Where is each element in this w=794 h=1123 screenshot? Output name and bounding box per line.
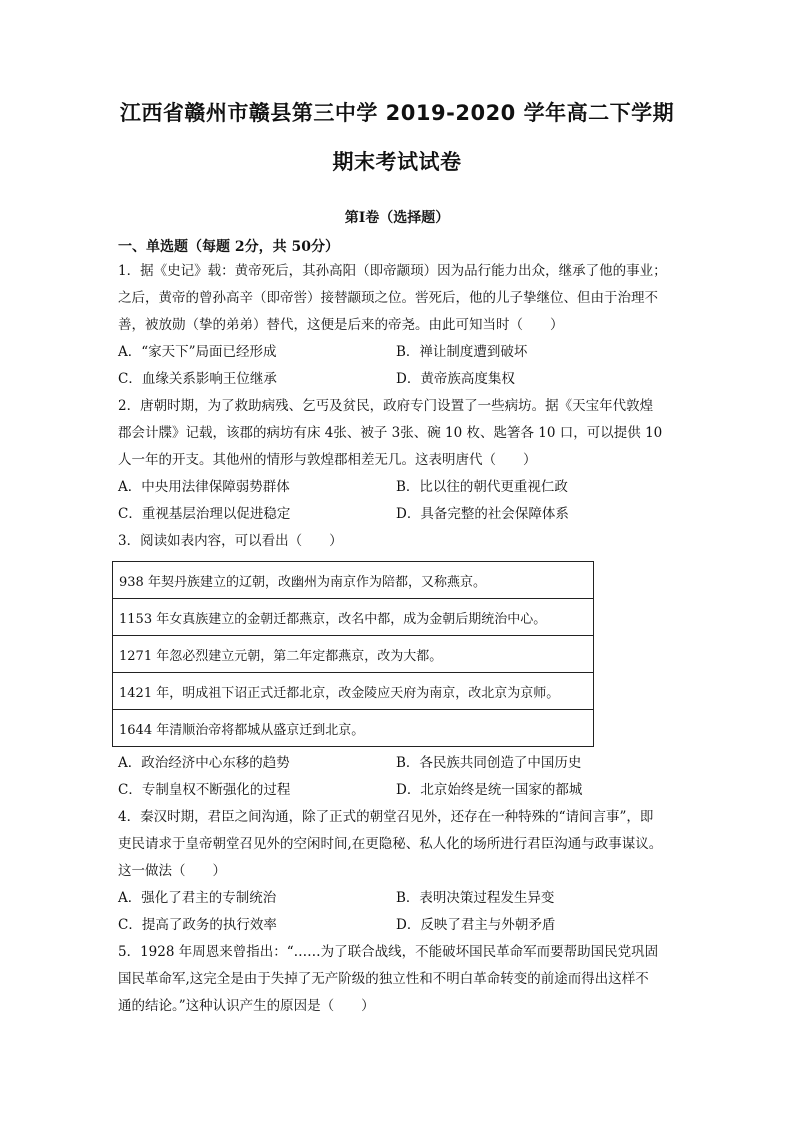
question-text-line: 吏民请求于皇帝朝堂召见外的空闲时间,在更隐秘、私人化的场所进行君臣沟通与政事谋议。 <box>118 836 663 852</box>
question-text-line: 3．阅读如表内容，可以看出（ ） <box>118 533 343 549</box>
table-row <box>113 710 594 747</box>
options-row <box>118 754 678 772</box>
options-row <box>118 370 678 388</box>
option-d: D．反映了君主与外朝矛盾 <box>396 917 556 933</box>
table-row <box>113 599 594 636</box>
table-cell: 1644 年清顺治帝将都城从盛京迁到北京。 <box>113 710 594 747</box>
question-text-line: 善，被放勋（挚的弟弟）替代，这便是后来的帝尧。由此可知当时（ ） <box>118 317 564 333</box>
options-row <box>118 889 678 907</box>
question-text-line: 人一年的开支。其他州的情形与敦煌郡相差无几。这表明唐代（ ） <box>118 452 537 468</box>
option-a: A．政治经济中心东移的趋势 <box>118 755 290 771</box>
question-text-line: 之后，黄帝的曾孙高辛（即帝喾）接替颛顼之位。喾死后，他的儿子挚继位、但由于治理不 <box>118 290 658 306</box>
options-row <box>118 916 678 934</box>
option-c: C．血缘关系影响王位继承 <box>118 371 277 387</box>
section-heading: 一、单选题（每题 2分，共 50分） <box>118 239 339 255</box>
table-cell: 1153 年女真族建立的金朝迁都燕京，改名中都，成为金朝后期统治中心。 <box>113 599 594 636</box>
options-row <box>118 505 678 523</box>
table-cell: 1421 年，明成祖下诏正式迁都北京，改金陵应天府为南京，改北京为京师。 <box>113 673 594 710</box>
volume-heading: 第Ⅰ卷（选择题） <box>344 210 450 226</box>
options-row <box>118 781 678 799</box>
question-text-line: 通的结论。”这种认识产生的原因是（ ） <box>118 998 375 1014</box>
option-d: D．具备完整的社会保障体系 <box>396 506 569 522</box>
question-text-line: 这一做法（ ） <box>118 863 226 879</box>
option-c: C．重视基层治理以促进稳定 <box>118 506 291 522</box>
question-text-line: 国民革命军,这完全是由于失掉了无产阶级的独立性和不明白革命转变的前途而得出这样不 <box>118 971 649 987</box>
exam-title: 江西省赣州市赣县第三中学 2019-2020 学年高二下学期 <box>119 101 675 125</box>
option-d: D．北京始终是统一国家的都城 <box>396 782 583 798</box>
table-cell: 1271 年忽必烈建立元朝，第二年定都燕京，改为大都。 <box>113 636 594 673</box>
option-a: A．中央用法律保障弱势群体 <box>118 479 290 495</box>
option-b: B．禅让制度遭到破坏 <box>396 344 528 360</box>
table-row <box>113 673 594 710</box>
exam-subtitle: 期末考试试卷 <box>332 150 462 174</box>
question-text-line: 2．唐朝时期，为了救助病残、乞丐及贫民，政府专门设置了一些病坊。据《天宝年代敦煌 <box>118 398 654 414</box>
question-text-line: 郡会计牒》记载，该郡的病坊有床 4张、被子 3张、碗 10 枚、匙箸各 10 口，可以提供 10 <box>118 425 663 441</box>
question-text-line: 5．1928 年周恩来曾指出：“……为了联合战线，不能破坏国民革命军而要帮助国民党巩固 <box>118 944 659 960</box>
question-text-line: 4．秦汉时期，君臣之间沟通，除了正式的朝堂召见外，还存在一种特殊的“请间言事”，即 <box>118 809 654 825</box>
option-b: B．各民族共同创造了中国历史 <box>396 755 582 771</box>
question-text-line: 1．据《史记》载：黄帝死后，其孙高阳（即帝颛顼）因为品行能力出众，继承了他的事业； <box>118 263 667 279</box>
option-a: A．强化了君主的专制统治 <box>118 890 277 906</box>
option-b: B．表明决策过程发生异变 <box>396 890 555 906</box>
option-b: B．比以往的朝代更重视仁政 <box>396 479 568 495</box>
options-row <box>118 343 678 361</box>
table-cell: 938 年契丹族建立的辽朝，改幽州为南京作为陪都，又称燕京。 <box>113 562 594 599</box>
table-row <box>113 562 594 599</box>
option-c: C．提高了政务的执行效率 <box>118 917 277 933</box>
table-row <box>113 636 594 673</box>
option-c: C．专制皇权不断强化的过程 <box>118 782 291 798</box>
option-d: D．黄帝族高度集权 <box>396 371 515 387</box>
options-row <box>118 478 678 496</box>
history-table <box>112 561 594 747</box>
option-a: A．“家天下”局面已经形成 <box>118 344 277 360</box>
